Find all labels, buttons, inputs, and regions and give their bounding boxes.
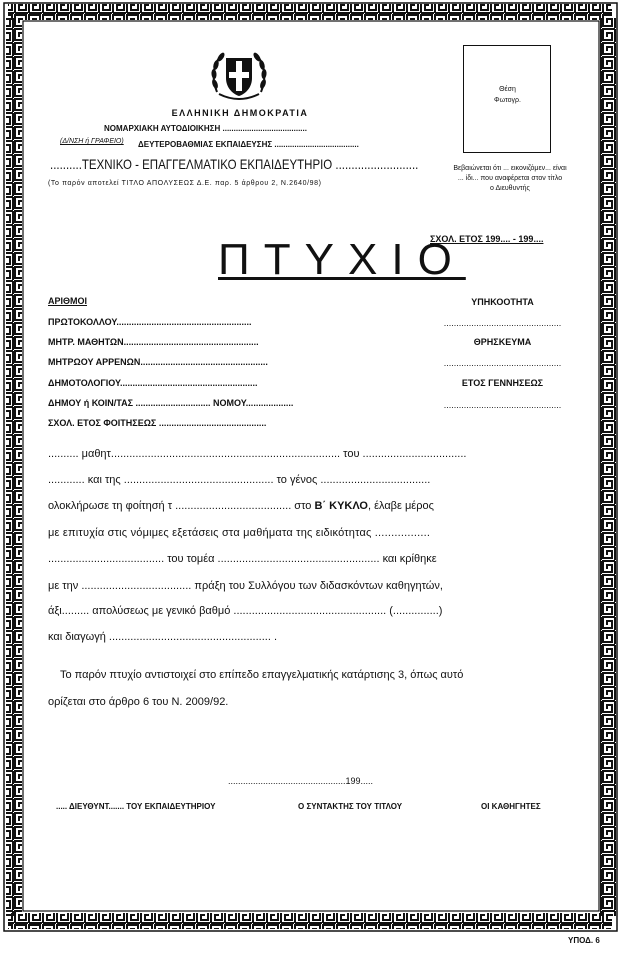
cycle-label: Β΄ ΚΥΚΛΟ (314, 500, 368, 512)
teachers-signature: ΟΙ ΚΑΘΗΓΗΤΕΣ (481, 802, 541, 811)
legal-note: (Το παρόν αποτελεί ΤΙΤΛΟ ΑΠΟΛΥΣΕΩΣ Δ.Ε. παρ. 5 άρθρου 2, Ν.2640/98) (48, 180, 322, 187)
body-line-5: ...................................... του τομέα ..................................................... και κρίθηκε (48, 553, 437, 565)
republic-heading: ΕΛΛΗΝΙΚΗ ΔΗΜΟΚΡΑΤΙΑ (171, 108, 309, 118)
certification-line-3: ο Διευθυντής (490, 185, 530, 192)
director-signature: ..... ΔΙΕΥΘΥΝΤ....... ΤΟΥ ΕΚΠΑΙΔΕΥΤΗΡΙΟΥ (56, 802, 216, 811)
certification-line-2: ... ίδι... που αναφέρεται στον τίτλο (457, 175, 563, 182)
body-line-8: και διαγωγή ..................................................... . (48, 631, 278, 643)
body-line-2: ............ και της ................................................. το γένος .................................... (48, 474, 431, 486)
municipality-field: ΔΗΜΟΥ ή ΚΟΙΝ/ΤΑΣ .............................. ΝΟΜΟΥ................... (48, 398, 294, 408)
protocol-field: ΠΡΩΤΟΚΟΛΛΟΥ...................................................... (48, 317, 252, 327)
photo-label-2: Φωτογρ. (494, 97, 521, 104)
student-register-field: ΜΗΤΡ. ΜΑΘΗΤΩΝ...................................................... (48, 337, 259, 347)
body-line-3a: ολοκλήρωσε τη φοίτησή τ ...................................... στο (48, 500, 315, 512)
date-line: ...............................................199..... (228, 776, 374, 786)
body-line-1: .......... μαθητ........................................................................... του .................................. (48, 448, 467, 460)
photo-label-1: Θέση (499, 86, 516, 93)
numbers-label: ΑΡΙΘΜΟΙ (48, 296, 88, 306)
author-signature: Ο ΣΥΝΤΑΚΤΗΣ ΤΟΥ ΤΙΤΛΟΥ (298, 802, 403, 811)
page-title: ΠΤΥΧΙΟ (218, 235, 466, 284)
greek-coat-of-arms-icon (209, 48, 269, 104)
school-year: ΣΧΟΛ. ΕΤΟΣ 199.... - 199.... (430, 234, 544, 244)
religion-label: ΘΡΗΣΚΕΥΜΑ (473, 337, 532, 347)
certification-line-1: Βεβαιώνεται ότι ... εικονιζόμεν... είναι (453, 165, 567, 172)
years-attended-field: ΣΧΟΛ. ΕΤΟΣ ΦΟΙΤΗΣΕΩΣ ........................................... (48, 418, 267, 428)
municipal-register-field: ΔΗΜΟΤΟΛΟΓΙΟΥ....................................................... (48, 378, 258, 388)
school-name: ..........ΤΕΧΝΙΚΟ - ΕΠΑΓΓΕΛΜΑΤΙΚΟ ΕΚΠΑΙΔΕΥΤΗΡΙΟ .......................... (50, 156, 419, 172)
equivalence-line-1: Το παρόν πτυχίο αντιστοιχεί στο επίπεδο επαγγελματικής κατάρτισης 3, όπως αυτό (60, 669, 464, 681)
directorate-line: ΔΕΥΤΕΡΟΒΑΘΜΙΑΣ ΕΚΠΑΙΔΕΥΣΗΣ ...................................... (138, 140, 359, 149)
body-line-6: με την .................................... πράξη του Συλλόγου των διδασκόντων καθηγητών, (48, 580, 443, 592)
equivalence-line-2: ορίζεται στο άρθρο 6 του Ν. 2009/92. (48, 696, 229, 708)
birth-year-dots: ............................................... (443, 400, 562, 410)
prefecture-line: ΝΟΜΑΡΧΙΑΚΗ ΑΥΤΟΔΙΟΙΚΗΣΗ ...................................... (104, 124, 307, 133)
male-register-field: ΜΗΤΡΩΟΥ ΑΡΡΕΝΩΝ................................................... (48, 357, 268, 367)
religion-dots: ............................................... (443, 358, 562, 368)
birth-year-label: ΕΤΟΣ ΓΕΝΝΗΣΕΩΣ (461, 378, 544, 388)
form-code: ΥΠΟΔ. 6 (568, 936, 600, 945)
body-line-3c: , έλαβε μέρος (367, 500, 434, 512)
body-line-4: με επιτυχία στις νόμιμες εξετάσεις στα μαθήματα της ειδικότητας ................. (48, 527, 431, 539)
body-line-3 (48, 500, 434, 512)
citizenship-dots: ............................................... (443, 318, 562, 328)
citizenship-label: ΥΠΗΚΟΟΤΗΤΑ (471, 297, 534, 307)
body-line-7: άξι......... απολύσεως με γενικό βαθμό .................................................. (...............) (48, 605, 443, 617)
directorate-prefix: (Δ/ΝΣΗ ή ΓΡΑΦΕΙΟ) (60, 138, 124, 145)
